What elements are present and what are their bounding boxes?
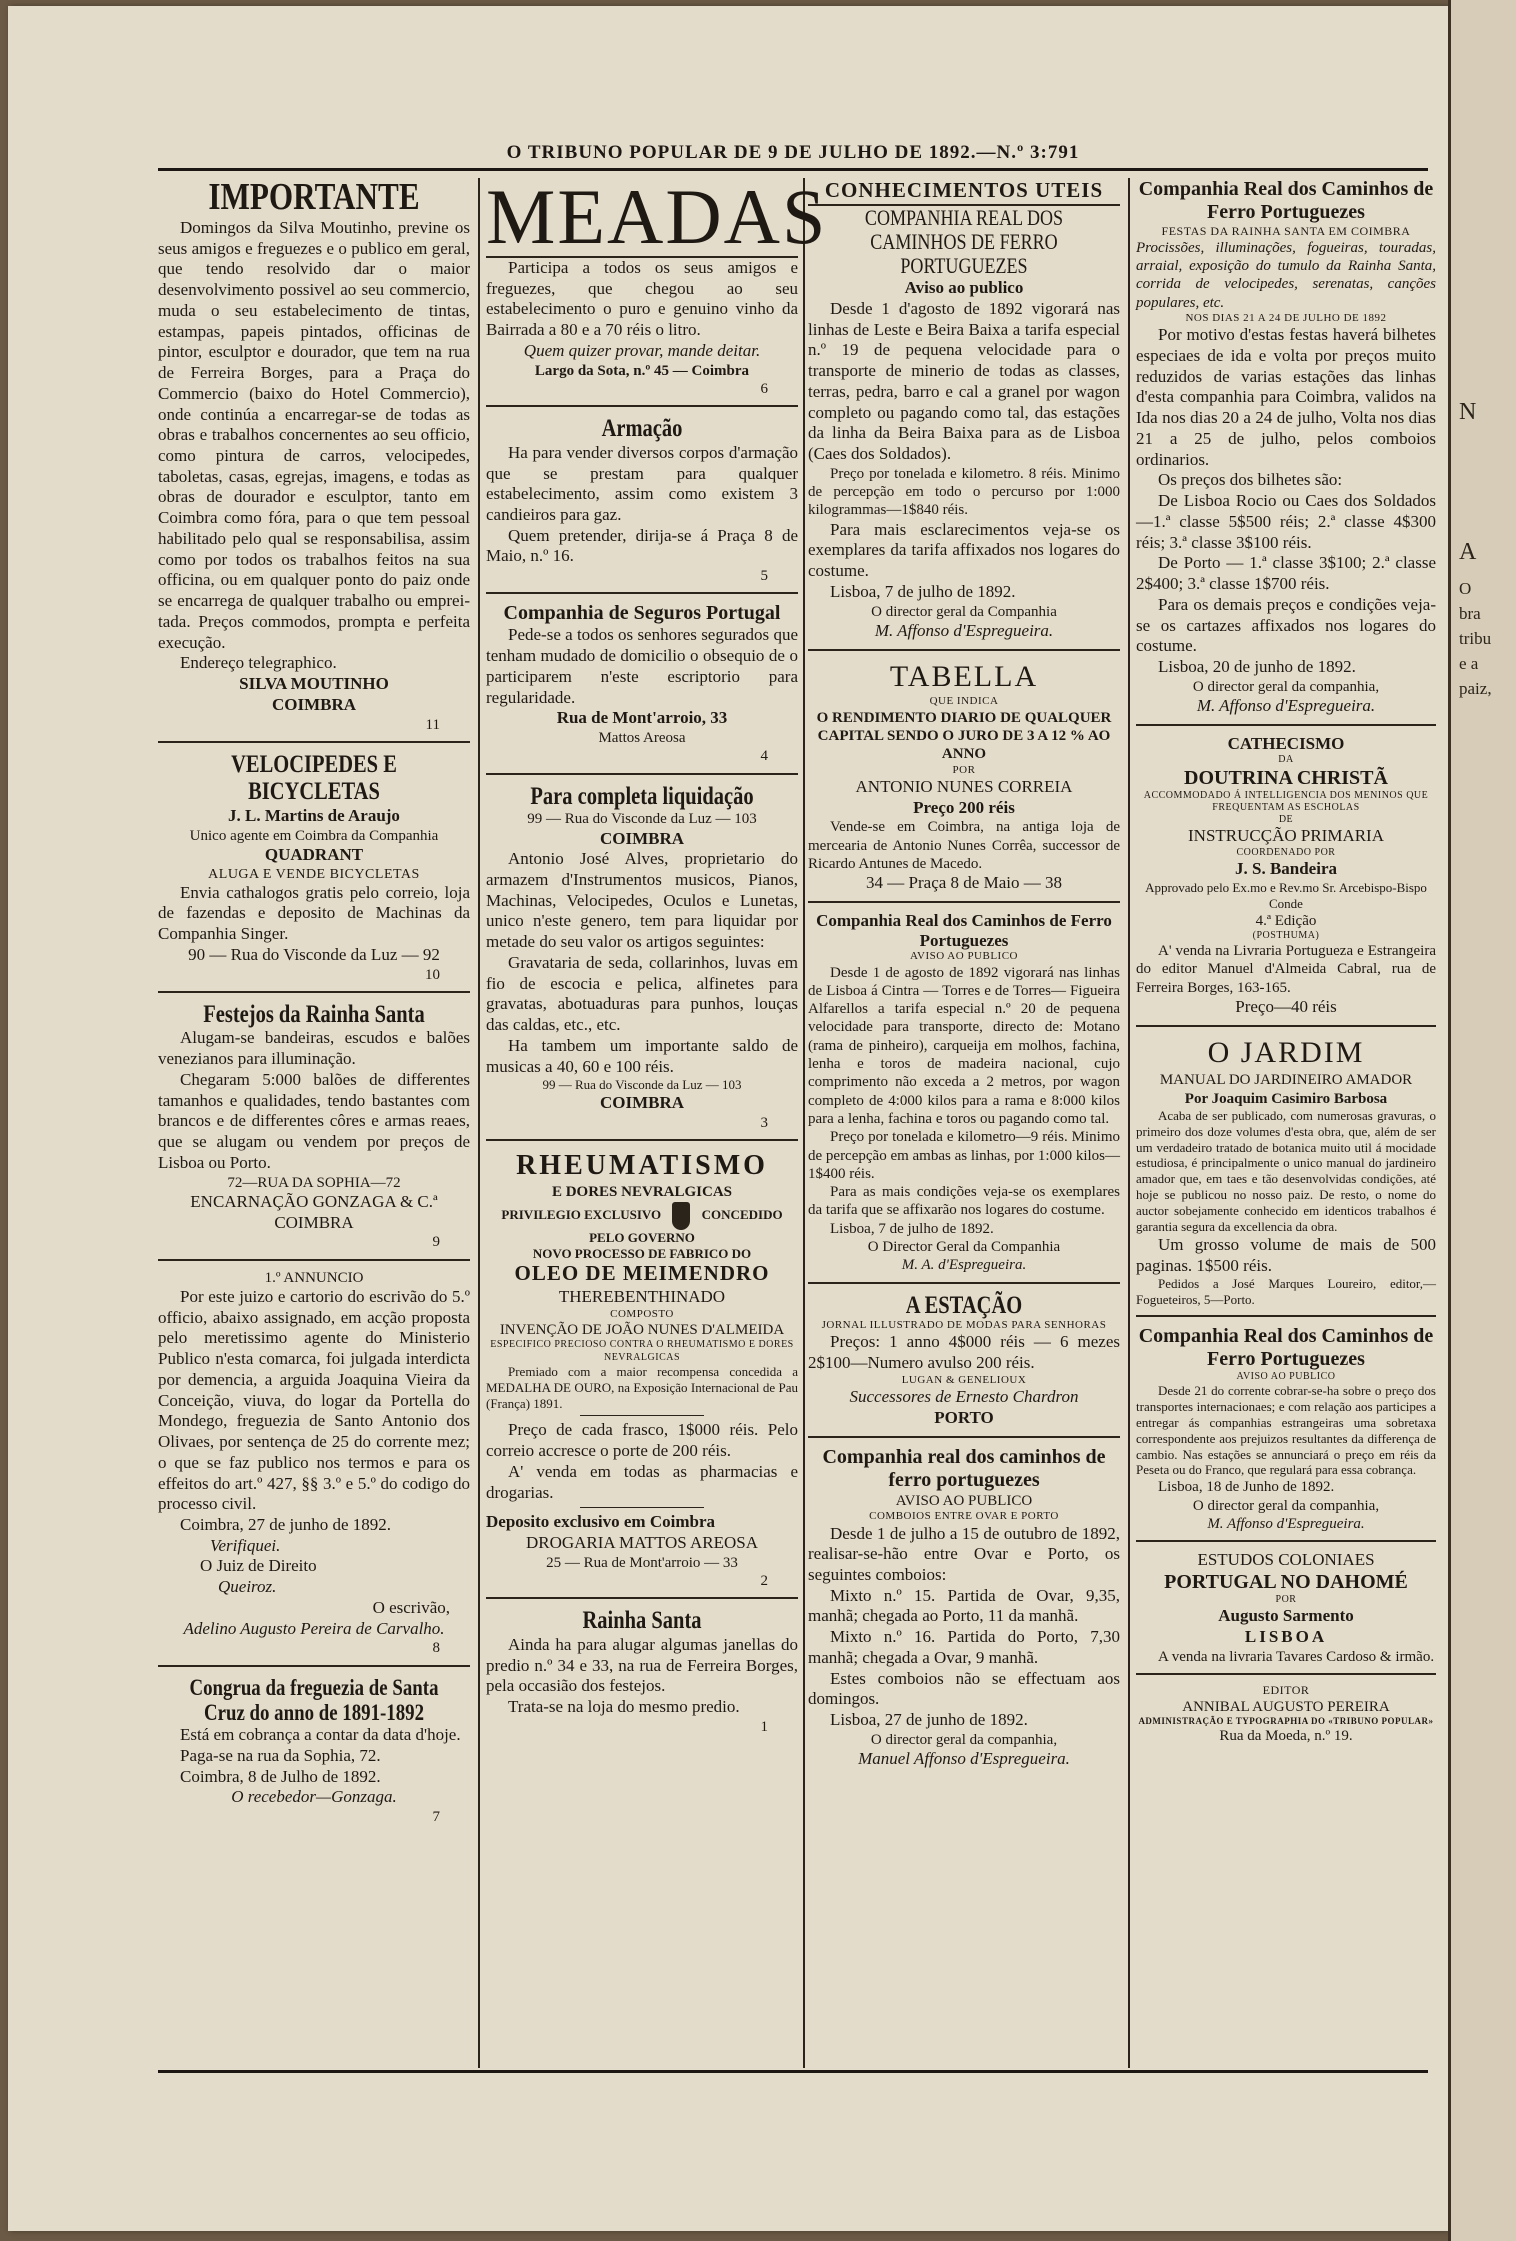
ad-volume: Um grosso volume de mais de 500 paginas. 1$500 réis.	[1136, 1234, 1436, 1275]
ad-agent: Unico agente em Coimbra da Companhia	[189, 827, 439, 844]
ad-number: 8	[432, 1640, 440, 1657]
ad-body: O RENDIMENTO DIARIO DE QUALQUER CAPITAL SENDO O JURO DE 3 A 12 % AO ANNO	[816, 709, 1112, 763]
column-divider	[803, 178, 805, 2068]
ad-instr: INSTRUCÇÃO PRIMARIA	[1188, 826, 1384, 846]
column-divider	[1128, 178, 1130, 2068]
ad-edition: 4.ª Edição	[1255, 912, 1317, 929]
ad-sale: A' venda na Livraria Portugueza e Estrangeira do editor Manuel d'Almeida Cabral, rua de Ferreira Borges, 163-165.	[1136, 943, 1436, 996]
ad-body: Participa a todos os seus amigos e freguezes, que chegou ao seu estabelecimento o puro e genuino vinho da Bairrada a 80 e a 70 réis o litro.	[486, 258, 798, 340]
ad-p3: Para mais esclarecimentos veja-se os exemplares da tarifa affixados nos logares do costume.	[808, 519, 1120, 581]
column-1	[158, 178, 470, 1834]
ad-title: Companhia de Seguros Portugal	[503, 602, 781, 625]
ad-title: Festejos da Rainha Santa	[203, 1000, 425, 1028]
ad-sale: A venda na livraria Tavares Cardoso & irmão.	[1158, 1648, 1435, 1665]
adjacent-fragment: bra	[1459, 604, 1481, 623]
ad-p2: Os preços dos bilhetes são:	[1158, 470, 1343, 490]
ad-privilege	[486, 1202, 798, 1246]
ad-sale: A' venda em todas as pharmacias e drogarias.	[486, 1461, 798, 1502]
column-divider	[478, 178, 480, 2068]
ad-number: 3	[760, 1114, 768, 1131]
ad-estudos	[1136, 1550, 1436, 1666]
ad-price: Preço—40 réis	[1235, 996, 1337, 1016]
ad-body: Ha para vender diversos corpos d'armação que se prestam para qualquer estabelecimento, assim como existem 3 candieiros para gaz.	[486, 442, 798, 524]
ad-p1: Desde 1 d'agosto de 1892 vigorará nas linhas de Leste e Beira Baixa a tarifa especial n.º 19 de pequena velocidade para o transporte de minerio de todas as classes, terras, pedra, barro e cal a granel por wagon completo ou pagando como tal, das estações da linha da Beira Baixa para as de Lisboa (Caes dos Soldados).	[808, 298, 1120, 464]
ad-p2: Estes comboios não se effectuam aos domingos.	[808, 1668, 1120, 1709]
ad-address2: 99 — Rua do Visconde da Luz — 103	[542, 1077, 742, 1093]
ad-aviso: AVISO AO PUBLICO	[1236, 1370, 1336, 1382]
ad-rent: ALUGA E VENDE BICYCLETAS	[208, 866, 420, 882]
ad-title: Para completa liquidação	[530, 782, 754, 810]
ad-annuncio	[158, 1269, 470, 1658]
ad-number: 5	[760, 568, 768, 585]
privilege-right: CONCEDIDO PELO GOVERNO	[589, 1206, 783, 1245]
ad-number: 2	[760, 1573, 768, 1590]
editor-block	[1136, 1683, 1436, 1745]
ad-cathecismo	[1136, 734, 1436, 1018]
column-4	[1136, 178, 1436, 1752]
ad-orders: Pedidos a José Marques Loureiro, editor,—Fogueteiros, 5—Porto.	[1136, 1276, 1436, 1308]
ad-author: J. S. Bandeira	[1234, 859, 1338, 879]
ad-por: POR	[952, 763, 976, 776]
ad-title: Companhia Real dos Caminhos de Ferro Portuguezes	[816, 911, 1112, 950]
ad-deposit: Deposito exclusivo em Coimbra	[486, 1512, 716, 1532]
ad-signature: Mattos Areosa	[598, 730, 686, 747]
newspaper-page	[8, 6, 1448, 2231]
ad-publisher: LUGAN & GENELIOUX	[901, 1373, 1027, 1386]
ad-importante	[158, 178, 470, 734]
editor-name: ANNIBAL AUGUSTO PEREIRA	[1182, 1698, 1390, 1715]
ad-p4: De Porto — 1.ª classe 3$100; 2.ª classe 2$400; 3.ª classe 1$700 réis.	[1136, 553, 1436, 594]
ad-drug: DROGARIA MATTOS AREOSA	[525, 1533, 759, 1553]
ad-company: COMPANHIA REAL DOS CAMINHOS DE FERRO PORTUGUEZES	[864, 204, 1064, 278]
ad-armacao	[486, 415, 798, 585]
privilege-left: PRIVILEGIO EXCLUSIVO	[501, 1206, 662, 1222]
ad-number: 4	[760, 748, 768, 765]
ad-velocipedes	[158, 751, 470, 984]
ad-sig-title: O director geral da companhia,	[870, 1731, 1058, 1748]
ad-successor: Successores de Ernesto Chardron	[849, 1387, 1079, 1407]
ad-city2: COIMBRA	[599, 1093, 685, 1113]
ad-title: A ESTAÇÃO	[905, 1291, 1023, 1319]
ad-title: IMPORTANTE	[208, 176, 420, 218]
ad-da: DA	[1278, 754, 1294, 766]
ad-title: CATHECISMO	[1227, 733, 1345, 753]
column-2	[486, 173, 828, 1743]
ad-p1: Ainda ha para alugar algumas janellas do predio n.º 34 e 33, na rua de Ferreira Borges, pela occasião dos festejos.	[486, 1634, 798, 1696]
ad-sig-title: O Director Geral da Companhia	[867, 1238, 1061, 1255]
ad-estacao	[808, 1292, 1120, 1429]
ad-p1: Alugam-se bandeiras, escudos e balões venezianos para illuminação.	[158, 1028, 470, 1069]
ad-composto: COMPOSTO	[610, 1307, 674, 1320]
ad-signature: M. A. d'Espregueira.	[901, 1257, 1027, 1274]
ad-title: TABELLA	[889, 659, 1039, 693]
ad-p3: Ha tambem um importante saldo de musicas a 40, 60 e 100 réis.	[486, 1035, 798, 1076]
ad-title: Rainha Santa	[582, 1607, 702, 1635]
ad-prize: Premiado com a maior recompensa concedida a MEDALHA DE OURO, na Exposição Internacional de Pau (França) 1891.	[486, 1363, 798, 1411]
ad-number: 9	[432, 1234, 440, 1251]
ad-specific: ESPECIFICO PRECIOSO CONTRA O RHEUMATISMO E DORES NEVRALGICAS	[490, 1339, 794, 1363]
ad-p2: Preço por tonelada e kilometro. 8 réis. Minimo de percepção em todo o percurso por 1:000 kilogrammas—1$840 réis.	[808, 465, 1120, 519]
ad-date: Lisboa, 27 de junho de 1892.	[830, 1710, 1028, 1730]
ad-author: ANTONIO NUNES CORREIA	[855, 776, 1073, 796]
ad-cp5	[1136, 1325, 1436, 1533]
ad-body: Envia cathalogos gratis pelo correio, loja de fazendas e deposito de Machinas da Companhia Singer.	[158, 882, 470, 944]
ad-p3: Para as mais condições veja-se os exemplares da tarifa que se affixarão nos logares do costume.	[808, 1184, 1120, 1219]
ad-number: 10	[425, 966, 440, 983]
ad-invention: INVENÇÃO DE JOÃO NUNES D'ALMEIDA	[499, 1322, 785, 1339]
ad-address: Rua de Mont'arroio, 33	[556, 708, 728, 728]
ad-sig-title: O director geral da companhia,	[1192, 678, 1380, 695]
ad-congrua	[158, 1675, 470, 1827]
ad-title: VELOCIPEDES E BICYCLETAS	[231, 750, 397, 806]
ad-city: COIMBRA	[599, 828, 685, 848]
ad-signature: M. Affonso d'Espregueira.	[1207, 1515, 1365, 1532]
ad-date: Lisboa, 18 de Junho de 1892.	[1158, 1479, 1335, 1496]
ad-de: DE	[1278, 814, 1294, 826]
ad-address: 72—RUA DA SOPHIA—72	[227, 1174, 401, 1191]
ad-firm: ENCARNAÇÃO GONZAGA & C.ª	[190, 1191, 438, 1211]
ad-rainha-santa	[486, 1607, 798, 1736]
ad-line1: Mixto n.º 15. Partida de Ovar, 9,35, manhã; chegada ao Porto, 11 da manhã.	[808, 1585, 1120, 1626]
ad-sale: Vende-se em Coimbra, na antiga loja de mercearia de Antonio Nunes Corrêa, successor de Ricardo Antunes de Macedo.	[808, 819, 1120, 872]
ad-number: 1	[760, 1718, 768, 1735]
ad-sub: MANUAL DO JARDINEIRO AMADOR	[1159, 1072, 1413, 1089]
ad-title: MEADAS	[486, 173, 828, 260]
ad-city: COIMBRA	[271, 694, 357, 714]
royal-crest-icon	[672, 1202, 690, 1230]
ad-address: 90 — Rua do Visconde da Luz — 92	[188, 944, 440, 964]
ad-por: POR	[1275, 1593, 1297, 1605]
ad-p2: Chegaram 5:000 balões de differentes tamanhos e qualidades, tendo bastantes com brancos e de differentes côres e armas reaes, que se alugam ou vendem por preços de Lisboa ou Porto.	[158, 1069, 470, 1172]
ad-p2: Trata-se na loja do mesmo predio.	[508, 1697, 740, 1717]
adjacent-fragment: O	[1459, 579, 1472, 598]
ad-slogan: Quem quizer provar, mande deitar.	[523, 340, 761, 360]
ad-signature: O recebedor—Gonzaga.	[231, 1787, 397, 1807]
ad-clerk: Adelino Augusto Pereira de Carvalho.	[183, 1618, 445, 1638]
ad-address: Largo da Sota, n.º 45 — Coimbra	[534, 362, 750, 379]
ad-owner: J. L. Martins de Araujo	[228, 805, 400, 825]
adjacent-fragment: tribu	[1459, 629, 1492, 648]
ad-title: Congrua da freguezia de Santa Cruz do anno de 1891-1892	[189, 1674, 439, 1725]
editor-address: Rua da Moeda, n.º 19.	[1219, 1727, 1353, 1744]
ad-body: Domingos da Silva Moutinho, previne os seus amigos e freguezes e o publico em geral, que tendo resolvido dar o maior desenvolvimento possivel ao seu commercio, muda o seu estabelecimento de tintas, estampas, papeis pintados, officinas de pintor, esculptor e dourador, que tem na rua de Ferreira Borges, para a Praça do Commercio (baixo do Hotel Commercio), onde continúa a encarregar-se de todas as obras e trabalhos concernentes ao seu officio, como pintura de carros, velocipedes, taboletas, casas, egrejas, imagens, e todas as obras de dourador e esculptor, tanto em Coimbra como fóra, para o que tem pessoal habilitado pelo qual se responsabilisa, assim como por todos os trabalhos feitos na sua officina, ou em qualquer ponto do paiz onde se encarrega de qualquer trabalho ou emprei-tada. Preços commodos, prompta e perfeita execução.	[158, 217, 470, 652]
editor-label: EDITOR	[1262, 1682, 1310, 1697]
adjacent-fragment: A	[1459, 539, 1477, 565]
ad-brand: QUADRANT	[264, 844, 364, 864]
ad-cp4	[1136, 178, 1436, 717]
ad-body: Pede-se a todos os senhores segurados que tenham mudado de domicilio o obsequio de o participarem n'este escriptorio para regularidade.	[486, 625, 798, 707]
ad-judge: Queiroz.	[218, 1577, 277, 1597]
ad-sig-title: O director geral da Companhia	[871, 603, 1057, 620]
ad-aviso: AVISO AO PUBLICO	[895, 1492, 1033, 1509]
ad-conhecimentos	[808, 178, 1120, 642]
ad-author: Por Joaquim Casimiro Barbosa	[1184, 1090, 1388, 1107]
ad-title: RHEUMATISMO	[516, 1150, 768, 1182]
ad-p3: De Lisboa Rocio ou Caes dos Soldados—1.ª classe 5$500 réis; 2.ª classe 4$300 réis; 3.ª classe 3$100 réis.	[1136, 491, 1436, 552]
ad-seguros	[486, 602, 798, 765]
section-title: CONHECIMENTOS UTEIS	[808, 178, 1120, 206]
ad-price: Preço de cada frasco, 1$000 réis. Pelo correio accresce o porte de 200 réis.	[486, 1420, 798, 1461]
ad-number: 6	[760, 380, 768, 397]
ad-price: Preços: 1 anno 4$000 réis — 6 mezes 2$100—Numero avulso 200 réis.	[808, 1332, 1120, 1373]
ad-title: O JARDIM	[1207, 1035, 1365, 1069]
ad-cp3	[808, 1446, 1120, 1770]
ad-date: Lisboa, 20 de junho de 1892.	[1158, 656, 1356, 676]
ad-city: LISBOA	[1244, 1626, 1328, 1646]
ad-p1: Desde 1 de agosto de 1892 vigorará nas linhas de Lisboa á Cintra — Torres e de Torres— Figueira Alfarellos a tarifa especial n.º 20 de pequena velocidade para transporte, directo de: Motano (rama de pinheiro), carqueija em molhos, fachina, lenha e toros de madeira nacional, cujo comprimento não exceda a 2 metros, por wagon completo de 4:000 kilos para a rama e 8:000 kilos para a lenha, fachina e toros ou pagando como tal.	[808, 964, 1120, 1127]
page-header: O TRIBUNO POPULAR DE 9 DE JULHO DE 1892.—N.º 3:791	[506, 142, 1080, 163]
ad-liquidacao	[486, 783, 798, 1133]
ad-process: NOVO PROCESSO DE FABRICO DO	[532, 1245, 752, 1261]
ad-rheumatismo	[486, 1149, 798, 1590]
ad-title: Companhia real dos caminhos de ferro portuguezes	[822, 1445, 1106, 1491]
editor-admin: ADMINISTRAÇÃO E TYPOGRAPHIA DO «TRIBUNO POPULAR»	[1138, 1715, 1434, 1726]
ad-jardim	[1136, 1035, 1436, 1308]
ad-p5: Para os demais preços e condições veja-se os cartazes affixados nos logares do costume.	[1136, 594, 1436, 656]
ad-product: OLEO DE MEIMENDRO	[514, 1261, 770, 1286]
ad-date: Lisboa, 7 de julho de 1892.	[830, 1220, 994, 1237]
ad-city: COIMBRA	[274, 1212, 354, 1232]
ad-line2: Mixto n.º 16. Partida do Porto, 7,30 manhã; chegada a Ovar, 9 manhã.	[808, 1627, 1120, 1667]
footer-rule	[158, 2070, 1428, 2073]
ad-aviso: Aviso ao publico	[904, 278, 1024, 298]
ad-address: 34 — Praça 8 de Maio — 38	[866, 873, 1062, 893]
ad-number: 7	[432, 1809, 440, 1826]
ad-date: Coimbra, 27 de junho de 1892.	[180, 1514, 392, 1534]
ad-p1: Antonio José Alves, proprietario do armazem d'Instrumentos musicos, Pianos, Machinas, Velocipedes, Oculos e Lunetas, unico n'este genero, tem para liquidar por metade do seu valor os artigos seguintes:	[486, 849, 798, 952]
ad-cp2	[808, 911, 1120, 1275]
ad-festas: FESTAS DA RAINHA SANTA EM COIMBRA	[1161, 224, 1411, 238]
ad-approved: Approvado pelo Ex.mo e Rev.mo Sr. Arcebispo-Bispo Conde	[1145, 879, 1427, 911]
ad-tabella	[808, 659, 1120, 894]
ad-p2: Preço por tonelada e kilometro—9 réis. Minimo de percepção em ambas as linhas, por 1:000 kilos—1$400 réis.	[808, 1129, 1120, 1182]
ad-sub: COMBOIOS ENTRE OVAR E PORTO	[869, 1510, 1059, 1523]
ad-festejos	[158, 1001, 470, 1252]
ad-title: Companhia Real dos Caminhos de Ferro Portuguezes	[1138, 178, 1434, 223]
ad-signature: M. Affonso d'Espregueira.	[1196, 696, 1376, 715]
ad-accom: ACCOMMODADO Á INTELLIGENCIA DOS MENINOS QUE FREQUENTAM AS ESCHOLAS	[1143, 789, 1429, 813]
ad-coord: COORDENADO POR	[1236, 846, 1336, 858]
ad-title: Companhia Real dos Caminhos de Ferro Portuguezes	[1138, 1324, 1434, 1370]
ad-p3: Coimbra, 8 de Julho de 1892.	[180, 1766, 381, 1786]
ad-subtitle: JORNAL ILLUSTRADO DE MODAS PARA SENHORAS	[821, 1319, 1107, 1332]
ad-body: Acaba de ser publicado, com numerosas gravuras, o primeiro dos doze volumes d'esta obra, que, além de ser um verdadeiro tratado de botanica muito util á mocidade estudiosa, é principalmente o unico manual do jardineiro amador que, em taes e tão desenvolvidas condições, até hoje se publicou no nosso paiz. De resto, o nome do auctor sobejamente conhecido em identicos trabalhos é garantia segura da excellencia da obra.	[1136, 1107, 1436, 1234]
column-3	[808, 178, 1120, 1777]
ad-title: Armação	[601, 415, 683, 443]
adjacent-page-edge	[1448, 0, 1516, 2241]
ad-telegraph: Endereço telegraphico.	[180, 653, 337, 673]
ad-price: Preço 200 réis	[913, 797, 1015, 817]
adjacent-fragment: N	[1459, 399, 1477, 425]
ad-sig-title: O director geral da companhia,	[1192, 1497, 1380, 1514]
ad-list: Procissões, illuminações, fogueiras, touradas, arraial, exposição do tumulo da Rainha Santa, corrida de velocipedes, serenatas, canções populares, etc.	[1136, 239, 1436, 311]
ad-date: Lisboa, 7 de julho de 1892.	[830, 581, 1016, 601]
ad-body: Por este juizo e cartorio do escrivão do 5.º officio, abaixo assignado, em acção proposta pelo meretissimo agente do Ministerio Publico n'esta comarca, foi julgada interdicta por demencia, a arguida Joaquina Vieira da Conceição, viuva, do logar da Portella do Mondego, freguezia de Santo Antonio dos Olivaes, por sentença de 25 do corrente mez; o que se faz publico nos termos e para os effeitos do art.º 427, §§ 3.º e 5.º do codigo do processo civil.	[158, 1286, 470, 1514]
ad-drug-address: 25 — Rua de Mont'arroio — 33	[546, 1554, 738, 1571]
ad-clerk-title: O escrivão,	[372, 1597, 450, 1617]
ad-dates: NOS DIAS 21 A 24 DE JULHO DE 1892	[1185, 311, 1387, 324]
ad-p1: Está em cobrança a contar da data d'hoje.	[180, 1725, 461, 1745]
ad-p2: Gravataria de seda, collarinhos, luvas em fio de escocia e pelica, alfinetes para gravatas, abotuaduras para punhos, louças das caldas, etc., etc.	[486, 952, 798, 1035]
ad-number: 11	[425, 716, 440, 733]
ad-signature: Manuel Affonso d'Espregueira.	[858, 1749, 1070, 1769]
ad-book: PORTUGAL NO DAHOMÉ	[1164, 1570, 1408, 1593]
adjacent-fragment: paiz,	[1459, 679, 1492, 698]
ad-judge-title: O Juiz de Direito	[200, 1556, 317, 1576]
ad-posthuma: (POSTHUMA)	[1252, 929, 1320, 941]
ad-author: Augusto Sarmento	[1218, 1606, 1354, 1626]
ad-verify: Verifiquei.	[210, 1535, 281, 1555]
adjacent-fragment: e a	[1459, 654, 1479, 673]
ad-city: PORTO	[934, 1408, 994, 1428]
ad-name: SILVA MOUTINHO	[239, 674, 389, 694]
ad-subtitle: E DORES NEVRALGICAS	[551, 1184, 733, 1201]
ad-aviso: AVISO AO PUBLICO	[909, 950, 1019, 963]
ad-que: QUE INDICA	[929, 695, 999, 708]
ad-p2: Paga-se na rua da Sophia, 72.	[180, 1746, 381, 1765]
ad-p1: Por motivo d'estas festas haverá bilhetes especiaes de ida e volta por preços muito reduzidos de varias estações das linhas d'esta companhia para Coimbra, validos na Ida nos dias 20 a 24 de julho, Volta nos dias 21 a 25 de julho, pelos comboios ordinarios.	[1136, 325, 1436, 469]
ad-doutrina: DOUTRINA CHRISTÃ	[1184, 766, 1388, 789]
ad-title: ESTUDOS COLONIAES	[1197, 1550, 1375, 1570]
ad-title: 1.º ANNUNCIO	[264, 1269, 364, 1286]
ad-signature: M. Affonso d'Espregueira.	[874, 620, 1054, 640]
ad-address: 99 — Rua do Visconde da Luz — 103	[527, 811, 757, 828]
ad-product2: THEREBENTHINADO	[558, 1287, 726, 1307]
ad-body2: Quem pretender, dirija-se á Praça 8 de Maio, n.º 16.	[486, 525, 798, 566]
header-rule	[158, 168, 1428, 171]
ad-p1: Desde 1 de julho a 15 de outubro de 1892, realisar-se-hão entre Ovar e Porto, os seguintes comboios:	[808, 1523, 1120, 1584]
ad-meadas	[486, 173, 828, 398]
ad-body: Desde 21 do corrente cobrar-se-ha sobre o preço dos transportes internacionaes; e com relação aos participes a entregar ás companhias estrangeiras uma sobretaxa correspondente aos prejuizos resultantes da differença de cambio. Nas estações se annunciará o preço em réis da Peseta ou do Franco, que regulará para essa cobrança.	[1136, 1383, 1436, 1478]
